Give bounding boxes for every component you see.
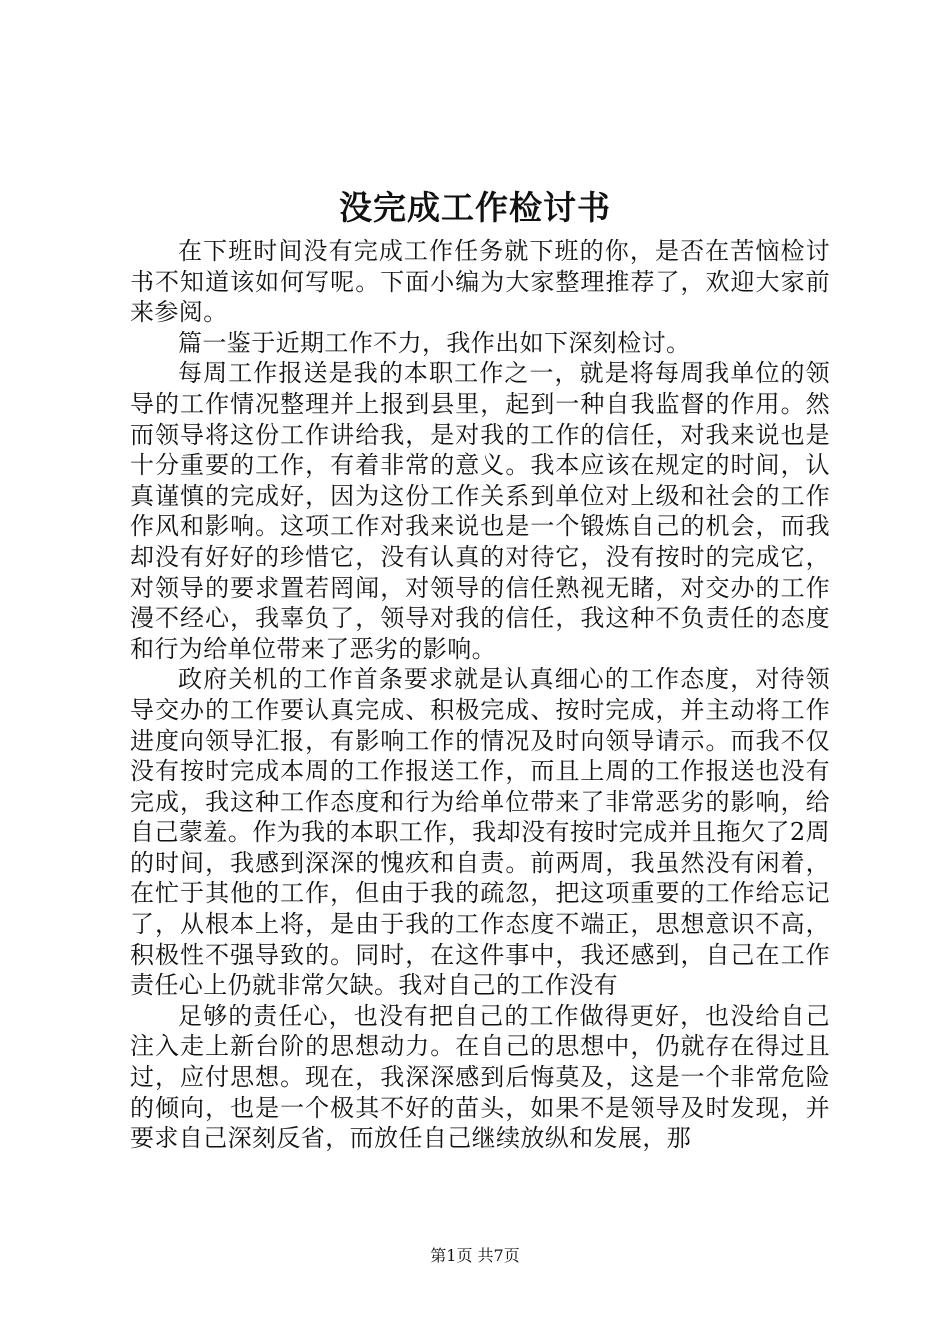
paragraph-section-one: 篇一鉴于近期工作不力，我作出如下深刻检讨。 [178, 328, 691, 357]
document-title: 没完成工作检讨书 [339, 188, 611, 227]
paragraph-intro: 在下班时间没有完成工作任务就下班的你，是否在苦恼检讨书不知道该如何写呢。下面小编为大家整理推荐了，欢迎大家前来参阅。 [130, 237, 830, 327]
paragraph-work-attitude: 政府关机的工作首条要求就是认真细心的工作态度，对待领导交办的工作要认真完成、积极完成、按时完成，并主动将工作进度向领导汇报，有影响工作的情况及时向领导请示。而我不仅没有按时完成本周的工作报送工作，而且上周的工作报送也没有完成，我这种工作态度和行为给单位带来了非常恶劣的影响，给自己蒙羞。作为我的本职工作，我却没有按时完成并且拖欠了2周的时间，我感到深深的愧疚和自责。前两周，我虽然没有闲着，在忙于其他的工作，但由于我的疏忽，把这项重要的工作给忘记了，从根本上将，是由于我的工作态度不端正，思想意识不高，积极性不强导致的。同时，在这件事中，我还感到，自己在工作责任心上仍就非常欠缺。我对自己的工作没有 [130, 665, 830, 1000]
paragraph-responsibility: 足够的责任心，也没有把自己的工作做得更好，也没给自己注入走上新台阶的思想动力。在自己的思想中，仍就存在得过且过，应付思想。现在，我深深感到后悔莫及，这是一个非常危险的倾向，也是一个极其不好的苗头，如果不是领导及时发现，并要求自己深刻反省，而放任自己继续放纵和发展，那 [130, 1001, 830, 1153]
page-footer: 第1页 共7页 [430, 1246, 520, 1265]
document-body [130, 236, 830, 1154]
paragraph-weekly-report: 每周工作报送是我的本职工作之一，就是将每周我单位的领导的工作情况整理并上报到县里，起到一种自我监督的作用。然而领导将这份工作讲给我，是对我的工作的信任，对我来说也是十分重要的工作，有着非常的意义。我本应该在规定的时间，认真谨慎的完成好，因为这份工作关系到单位对上级和社会的工作作风和影响。这项工作对我来说也是一个锻炼自己的机会，而我却没有好好的珍惜它，没有认真的对待它，没有按时的完成它，对领导的要求置若罔闻，对领导的信任熟视无睹，对交办的工作漫不经心，我辜负了，领导对我的信任，我这种不负责任的态度和行为给单位带来了恶劣的影响。 [130, 359, 830, 663]
